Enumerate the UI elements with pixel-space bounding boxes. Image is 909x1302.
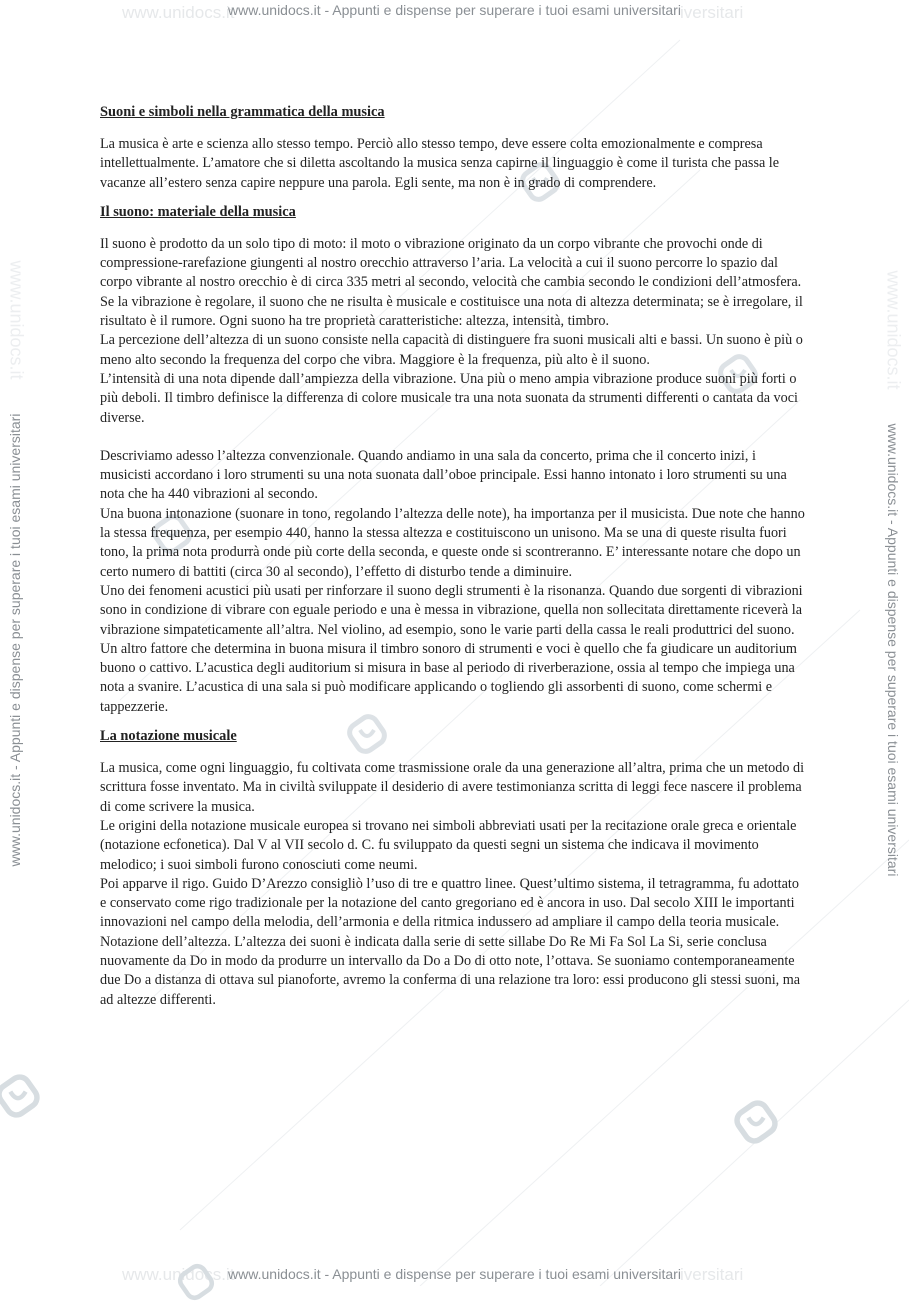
paragraph: L’intensità di una nota dipende dall’ampiezza della vibrazione. Una più o meno ampia vibrazione produce suoni più forti o più deboli. Il timbro definisce la differenza di colore musicale tra una nota suonata da strumenti differenti o cantata da voci diverse. (100, 370, 798, 426)
paragraph: Notazione dell’altezza. L’altezza dei suoni è indicata dalla serie di sette sillabe Do Re Mi Fa Sol La Si, serie conclusa nuovamente da Do in modo da produrre un intervallo da Do a Do di otto note, l’ottava. Se suoniamo contemporaneamente due Do a distanza di ottava sul pianoforte, avremo la conferma di una relazione tra loro: essi producono gli stessi suoni, ma ad altezze differenti. (100, 933, 801, 1008)
watermark-right-side: www.unidocs.it - Appunti e dispense per superare i tuoi esami universitari (885, 423, 901, 877)
paragraph: Un altro fattore che determina in buona misura il timbro sonoro di strumenti e voci è quello che fa giudicare un auditorium buono o cattivo. L’acustica degli auditorium si misura in base al periodo di riverberazione, ossia al tempo che impiega una nota a svanire. L’acustica di una sala si può modificare applicando o togliendo gli assorbenti di suono, come schermi e tappezzerie. (100, 640, 797, 715)
watermark-ghost-top-left: www.unidocs.it (122, 3, 235, 22)
watermark-logo-icon (0, 1072, 42, 1120)
paragraph: Una buona intonazione (suonare in tono, regolando l’altezza delle note), ha importanza per il musicista. Due note che hanno la stessa frequenza, per esempio 440, hanno la stessa altezza e costituiscono un unisono. Ma se una di queste risulta fuori tono, la prima nota produrrà onde più corte della seconda, e queste onde si scontreranno. E’ interessante notare che dopo un certo numero di battiti (circa 30 al secondo), l’effetto di disturbo tende a diminuire. (100, 505, 805, 580)
watermark-ghost-left-side: www.unidocs.it (6, 260, 27, 380)
watermark-left-side: www.unidocs.it - Appunti e dispense per superare i tuoi esami universitari (7, 413, 23, 867)
section-heading: Il suono: materiale della musica (100, 203, 296, 220)
paragraph: La musica è arte e scienza allo stesso tempo. Perciò allo stesso tempo, deve essere colta emozionalmente e compresa intellettualmente. L’amatore che si diletta ascoltando la musica senza capirne il linguaggio è come il turista che passa le vacanze all’estero senza capire neppure una parola. Egli sente, ma non è in grado di comprendere. (100, 136, 780, 191)
watermark-logo-icon (732, 1098, 780, 1146)
paragraph: Il suono è prodotto da un solo tipo di moto: il moto o vibrazione originato da un corpo vibrante che provochi onde di compressione-rarefazione giungenti al nostro orecchio attraverso l’aria. La velocità a cui il suono percorre lo spazio dal corpo vibrante al nostro orecchio è di circa 335 metri al secondo, velocità che cambia secondo le condizioni dell’atmosfera. (100, 235, 802, 291)
watermark-top: www.unidocs.it - Appunti e dispense per superare i tuoi esami universitari (228, 2, 681, 18)
paragraph: La musica, come ogni linguaggio, fu coltivata come trasmissione orale da una generazione all’altra, prima che un metodo di scrittura fosse inventato. Ma in civiltà sviluppate il desiderio di avere testimonianza scritta di leggi fece nascere il problema di come scrivere la musica. (100, 760, 805, 815)
paragraph: La percezione dell’altezza di un suono consiste nella capacità di distinguere fra suoni musicali alti e bassi. Un suono è più o meno alto secondo la frequenza del corpo che vibra. Maggiore è la frequenza, più alto è il suono. (100, 332, 803, 368)
paragraph: Le origini della notazione musicale europea si trovano nei simboli abbreviati usati per la recitazione orale greca e orientale (notazione ecfonetica). Dal V al VII secolo d. C. fu sviluppato da questi segni un sistema che indicava il movimento melodico; i suoi simboli furono conosciuti come neumi. (100, 817, 797, 873)
section-heading: La notazione musicale (100, 728, 237, 745)
paragraph: Uno dei fenomeni acustici più usati per rinforzare il suono degli strumenti è la risonanza. Quando due sorgenti di vibrazioni sono in condizione di vibrare con eguale periodo e una è messa in vibrazione, quella non sollecitata direttamente riceverà la vibrazione simpateticamente all’altra. Nel violino, ad esempio, sono le varie parti della cassa le reali produttrici del suono. (100, 582, 803, 638)
document-body (100, 103, 805, 1010)
watermark-ghost-right-side: www.unidocs.it (883, 270, 904, 390)
paragraph: Descriviamo adesso l’altezza convenzionale. Quando andiamo in una sala da concerto, prima che il concerto inizi, i musicisti accordano i loro strumenti su una nota suonata dall’oboe principale. Essi hanno intonato i loro strumenti su una nota che ha 440 vibrazioni al secondo. (100, 447, 787, 503)
watermark-bottom: www.unidocs.it - Appunti e dispense per superare i tuoi esami universitari (228, 1266, 681, 1282)
watermark-ghost-bottom-left: www.unidocs.it (122, 1265, 235, 1284)
paragraph: Poi apparve il rigo. Guido D’Arezzo consigliò l’uso di tre e quattro linee. Quest’ultimo sistema, il tetragramma, fu adottato e conservato come rigo tradizionale per la notazione del canto gregoriano ed è ancora in uso. Dal secolo XIII le importanti innovazioni nel campo della melodia, dell’armonia e della ritmica indussero ad ampliare il campo della teoria musicale. (100, 875, 799, 931)
watermark-logo-icon (176, 1262, 216, 1302)
section-heading: Suoni e simboli nella grammatica della musica (100, 104, 385, 120)
watermark-ghost-top-right: iversitari (680, 3, 744, 22)
watermark-ghost-bottom-right: iversitari (680, 1265, 744, 1284)
paragraph: Se la vibrazione è regolare, il suono che ne risulta è musicale e costituisce una nota di altezza determinata; se è irregolare, il risultato è il rumore. Ogni suono ha tre proprietà caratteristiche: altezza, intensità, timbro. (100, 293, 803, 330)
